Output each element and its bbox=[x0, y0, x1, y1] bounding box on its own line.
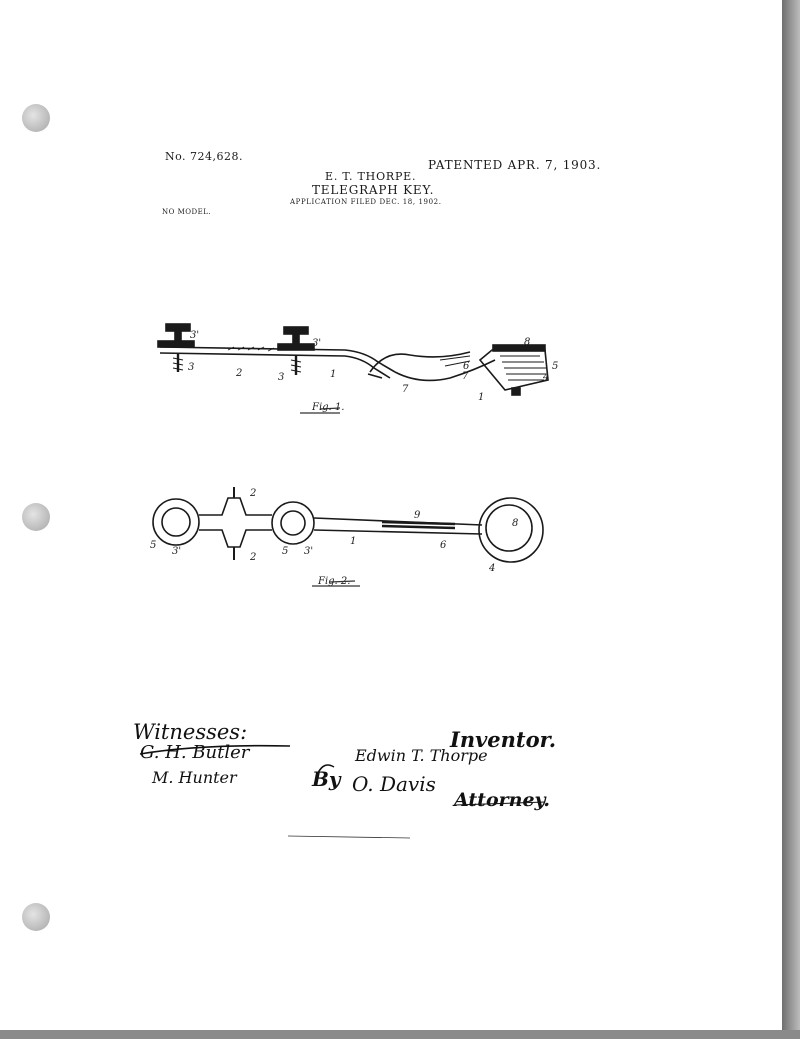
ref-numeral: 5 bbox=[552, 361, 559, 372]
figure-labels-marks bbox=[300, 408, 360, 586]
ref-numeral: 3' bbox=[190, 330, 200, 341]
ref-numeral: 3 bbox=[188, 362, 195, 373]
inventor-signature: Edwin T. Thorpe bbox=[355, 746, 488, 765]
inventor-label: Inventor. bbox=[450, 727, 557, 752]
ref-numeral: 3' bbox=[304, 546, 314, 557]
attorney-signature: O. Davis bbox=[352, 772, 436, 796]
ref-numeral: 5 bbox=[150, 540, 157, 551]
witness-signature-1: G. H. Butler bbox=[140, 742, 250, 763]
figure-1-label: Fig. 1. bbox=[312, 402, 345, 413]
bottom-rule bbox=[288, 836, 410, 838]
ref-numeral: 3' bbox=[312, 338, 322, 349]
figure-2-label: Fig. 2. bbox=[318, 576, 351, 587]
by-label: By bbox=[312, 767, 341, 791]
ref-numeral: 4 bbox=[543, 372, 550, 383]
figure-1-side-view bbox=[158, 324, 548, 395]
ref-numeral: 4 bbox=[489, 563, 496, 574]
ref-numeral: 2 bbox=[250, 488, 257, 499]
ref-numeral: 8 bbox=[524, 337, 531, 348]
ref-numeral: 7 bbox=[402, 384, 409, 395]
attorney-label: Attorney. bbox=[454, 789, 551, 811]
patent-number: No. 724,628. bbox=[165, 150, 244, 163]
ref-numeral: 3' bbox=[172, 546, 182, 557]
ref-numeral: 1 bbox=[478, 392, 485, 403]
ref-numeral: 8 bbox=[512, 518, 519, 529]
ref-numeral: 5 bbox=[282, 546, 289, 557]
patent-title: TELEGRAPH KEY. bbox=[312, 183, 435, 197]
ref-numeral: 7 bbox=[462, 371, 469, 382]
ref-numeral: 1 bbox=[330, 369, 337, 380]
ref-numeral: 3 bbox=[278, 372, 285, 383]
ref-numeral: 6 bbox=[440, 540, 447, 551]
patented-date: PATENTED APR. 7, 1903. bbox=[428, 158, 602, 172]
figure-2-top-view bbox=[153, 487, 543, 562]
ref-numeral: 2 bbox=[250, 552, 257, 563]
application-filed: APPLICATION FILED DEC. 18, 1902. bbox=[290, 198, 442, 206]
ref-numeral: 1 bbox=[350, 536, 357, 547]
ref-numeral: 9 bbox=[414, 510, 421, 521]
ref-numeral: 6 bbox=[463, 361, 470, 372]
inventor-heading: E. T. THORPE. bbox=[325, 170, 417, 183]
witness-signature-2: M. Hunter bbox=[152, 768, 237, 787]
ref-numeral: 2 bbox=[236, 368, 243, 379]
model-note: NO MODEL. bbox=[162, 208, 212, 216]
witnesses-label: Witnesses: bbox=[133, 720, 248, 744]
